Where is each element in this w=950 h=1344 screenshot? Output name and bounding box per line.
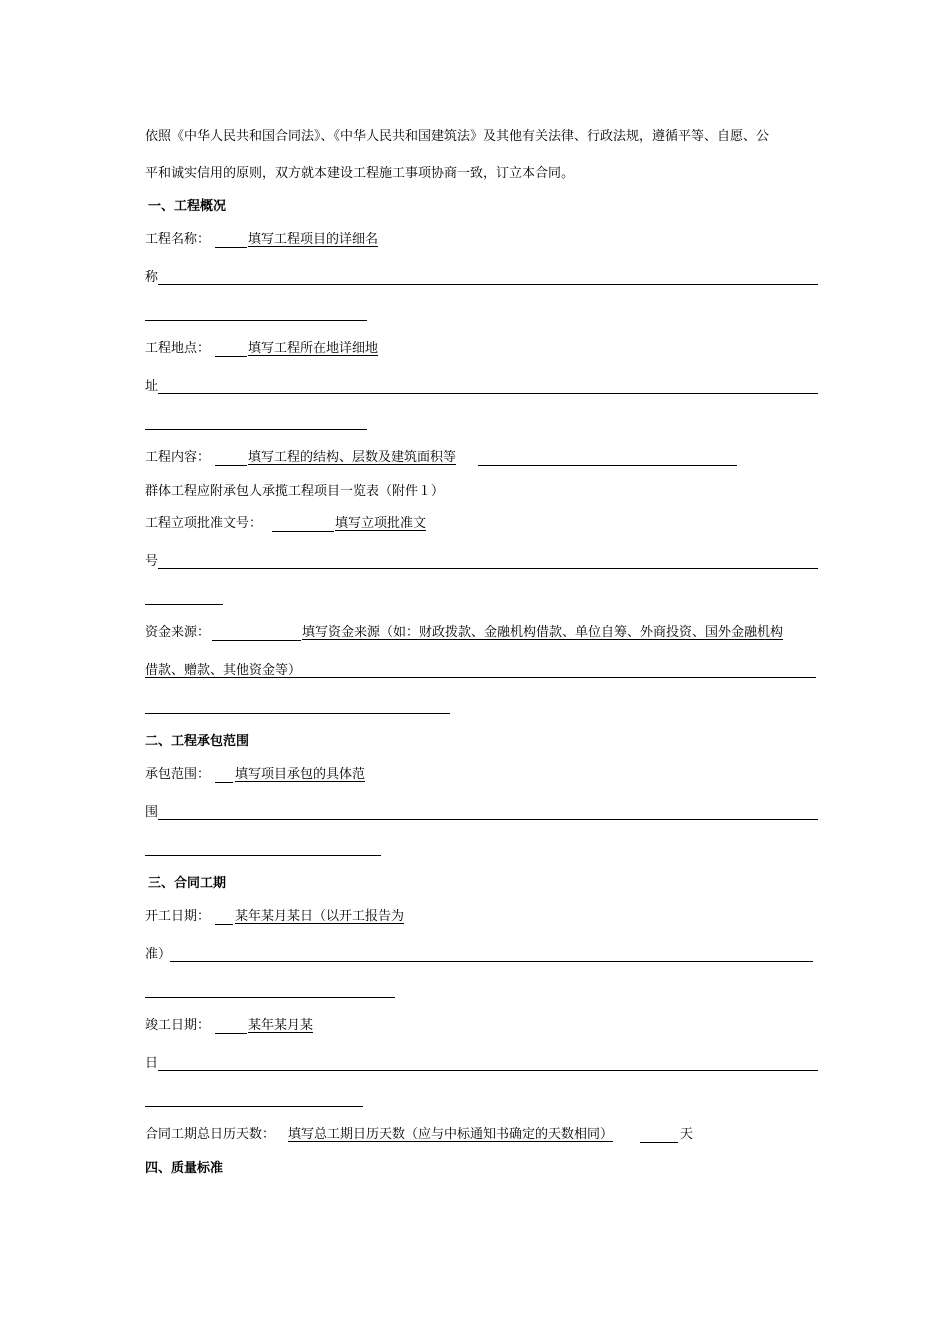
project-name-underline-lead bbox=[215, 247, 247, 248]
start-date-underline-lead bbox=[215, 924, 233, 925]
start-date-line-1 bbox=[170, 961, 813, 962]
scope-label: 承包范围： bbox=[145, 767, 211, 782]
fund-source-value: 填写资金来源（如：财政拨款、金融机构借款、单位自筹、外商投资、国外金融机构 bbox=[302, 625, 784, 640]
project-location-underline-lead bbox=[215, 356, 247, 357]
project-name-label: 工程名称： bbox=[145, 232, 211, 247]
start-date-cont: 准） bbox=[145, 947, 172, 962]
end-date-cont: 日 bbox=[145, 1056, 159, 1071]
scope-underline-lead bbox=[215, 782, 233, 783]
project-location-line-1 bbox=[158, 393, 818, 394]
end-date-underline-lead bbox=[215, 1033, 247, 1034]
section-heading-overview: 一、工程概况 bbox=[148, 199, 227, 214]
total-days-label: 合同工期总日历天数： bbox=[145, 1127, 276, 1142]
intro-line-1: 依照《中华人民共和国合同法》、《中华人民共和国建筑法》及其他有关法律、行政法规，遵循平等、自愿、公 bbox=[145, 129, 770, 144]
fund-source-underline-lead bbox=[212, 640, 301, 641]
project-content-value: 填写工程的结构、层数及建筑面积等 bbox=[248, 450, 457, 465]
total-days-underline-tail bbox=[640, 1142, 678, 1143]
project-content-underline-tail bbox=[478, 465, 737, 466]
end-date-value: 某年某月某 bbox=[248, 1018, 314, 1033]
approval-number-line-2 bbox=[145, 604, 223, 605]
approval-number-value: 填写立项批准文 bbox=[335, 516, 427, 531]
intro-line-2: 平和诚实信用的原则，双方就本建设工程施工事项协商一致，订立本合同。 bbox=[145, 166, 575, 181]
end-date-label: 竣工日期： bbox=[145, 1018, 211, 1033]
end-date-line-2 bbox=[145, 1106, 363, 1107]
approval-number-line-1 bbox=[158, 568, 818, 569]
project-name-value: 填写工程项目的详细名 bbox=[248, 232, 379, 247]
project-content-underline-lead bbox=[215, 465, 247, 466]
project-location-line-2 bbox=[145, 429, 367, 430]
end-date-line-1 bbox=[158, 1070, 818, 1071]
approval-number-cont: 号 bbox=[145, 554, 159, 569]
project-name-line-2 bbox=[145, 320, 367, 321]
scope-value: 填写项目承包的具体范 bbox=[235, 767, 366, 782]
project-location-label: 工程地点： bbox=[145, 341, 211, 356]
project-content-label: 工程内容： bbox=[145, 450, 211, 465]
group-project-note: 群体工程应附承包人承揽工程项目一览表（附件１） bbox=[145, 484, 445, 499]
start-date-value: 某年某月某日（以开工报告为 bbox=[235, 909, 405, 924]
fund-source-line-1 bbox=[298, 677, 816, 678]
section-heading-scope: 二、工程承包范围 bbox=[145, 734, 250, 749]
start-date-label: 开工日期： bbox=[145, 909, 211, 924]
fund-source-cont: 借款、赠款、其他资金等） bbox=[145, 663, 302, 678]
project-location-value: 填写工程所在地详细地 bbox=[248, 341, 379, 356]
project-name-line-1 bbox=[158, 284, 818, 285]
fund-source-line-2 bbox=[145, 713, 450, 714]
start-date-line-2 bbox=[145, 997, 395, 998]
project-name-cont: 称 bbox=[145, 270, 159, 285]
total-days-unit: 天 bbox=[680, 1127, 694, 1142]
section-heading-duration: 三、合同工期 bbox=[148, 876, 227, 891]
fund-source-label: 资金来源： bbox=[145, 625, 211, 640]
approval-number-label: 工程立项批准文号： bbox=[145, 516, 263, 531]
scope-line-2 bbox=[145, 855, 381, 856]
total-days-value: 填写总工期日历天数（应与中标通知书确定的天数相同） bbox=[288, 1127, 614, 1142]
scope-line-1 bbox=[158, 819, 818, 820]
project-location-cont: 址 bbox=[145, 379, 159, 394]
section-heading-quality: 四、质量标准 bbox=[145, 1161, 224, 1176]
scope-cont: 围 bbox=[145, 805, 159, 820]
approval-number-underline-lead bbox=[272, 531, 334, 532]
